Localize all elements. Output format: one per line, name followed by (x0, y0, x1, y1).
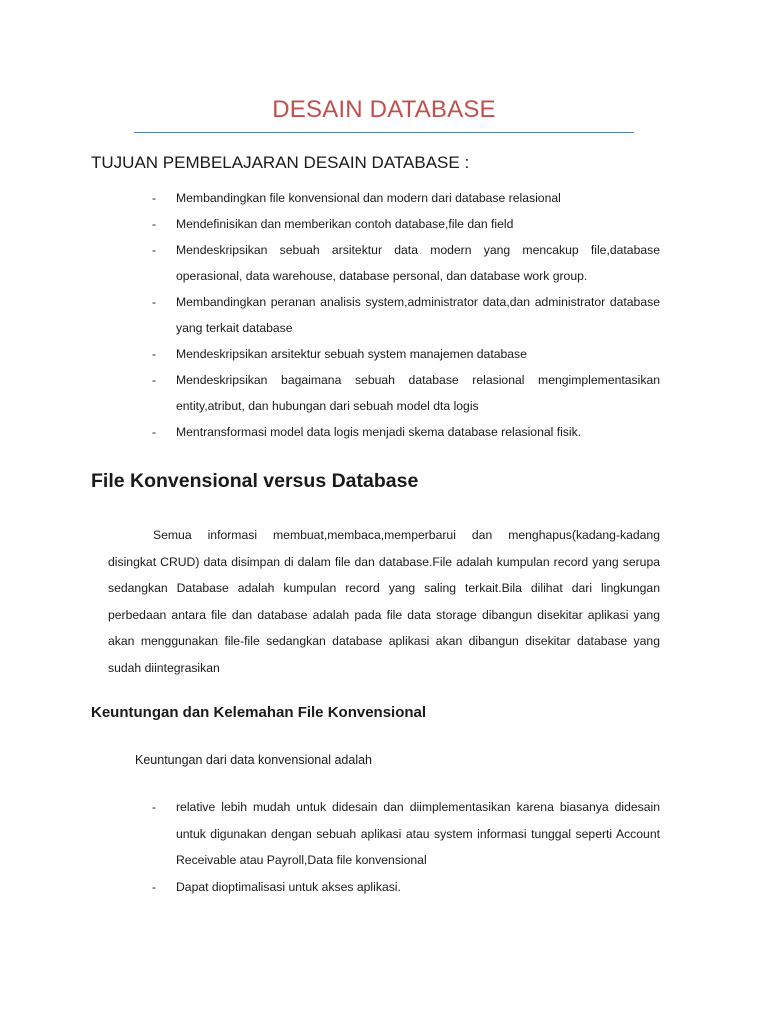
list-item (152, 367, 660, 419)
objective-text: Mendefinisikan dan memberikan contoh database,file dan field (176, 217, 514, 231)
title-underline (134, 132, 634, 133)
list-item (152, 185, 660, 211)
bullet-dash: - (152, 425, 157, 439)
objective-text: Membandingkan file konvensional dan modern dari database relasional (176, 191, 561, 205)
objectives-list (152, 185, 660, 445)
document-title: DESAIN DATABASE (272, 96, 496, 123)
advantages-list (152, 794, 660, 900)
objective-text: Mentransformasi model data logis menjadi skema database relasional fisik. (176, 425, 582, 439)
list-item (152, 794, 660, 874)
bullet-dash: - (152, 217, 157, 231)
advantages-intro: Keuntungan dari data konvensional adalah (135, 753, 372, 767)
bullet-dash: - (152, 800, 157, 814)
objective-text: Mendeskripsikan bagaimana sebuah database relasional mengimplementasikan entity,atribut, dan hubungan dari sebuah model dta logis (176, 373, 660, 413)
objective-text: Mendeskripsikan arsitektur sebuah system manajemen database (176, 347, 527, 361)
section-heading: File Konvensional versus Database (91, 470, 419, 492)
list-item (152, 874, 660, 901)
bullet-dash: - (152, 879, 157, 894)
list-item (152, 237, 660, 289)
objectives-heading: TUJUAN PEMBELAJARAN DESAIN DATABASE : (91, 153, 470, 172)
list-item (152, 289, 660, 341)
subsection-heading: Keuntungan dan Kelemahan File Konvensional (91, 704, 427, 721)
bullet-dash: - (152, 373, 157, 387)
bullet-dash: - (152, 191, 157, 205)
list-item (152, 419, 660, 445)
advantage-text: Dapat dioptimalisasi untuk akses aplikasi. (176, 879, 401, 894)
bullet-dash: - (152, 295, 157, 309)
bullet-dash: - (152, 347, 157, 361)
list-item (152, 341, 660, 367)
section-paragraph: Semua informasi membuat,membaca,memperbarui dan menghapus(kadang-kadang disingkat CRUD) data disimpan di dalam file dan database.File adalah kumpulan record yang serupa sedangkan Database adalah kumpulan record yang saling terkait.Bila dilihat dari lingkungan perbedaan antara file dan database adalah pada file data storage dibangun disekitar aplikasi yang akan menggunakan file-file sedangkan database aplikasi akan dibangun disekitar database yang sudah diintegrasikan (108, 528, 660, 675)
advantage-text: relative lebih mudah untuk didesain dan diimplementasikan karena biasanya didesain untuk digunakan dengan sebuah aplikasi atau system informasi tunggal seperti Account Receivable atau Payroll,Data file konvensional (176, 800, 660, 867)
objective-text: Mendeskripsikan sebuah arsitektur data modern yang mencakup file,database operasional, data warehouse, database personal, dan database work group. (176, 243, 660, 283)
objective-text: Membandingkan peranan analisis system,administrator data,dan administrator database yang terkait database (176, 295, 660, 335)
list-item (152, 211, 660, 237)
bullet-dash: - (152, 243, 157, 257)
